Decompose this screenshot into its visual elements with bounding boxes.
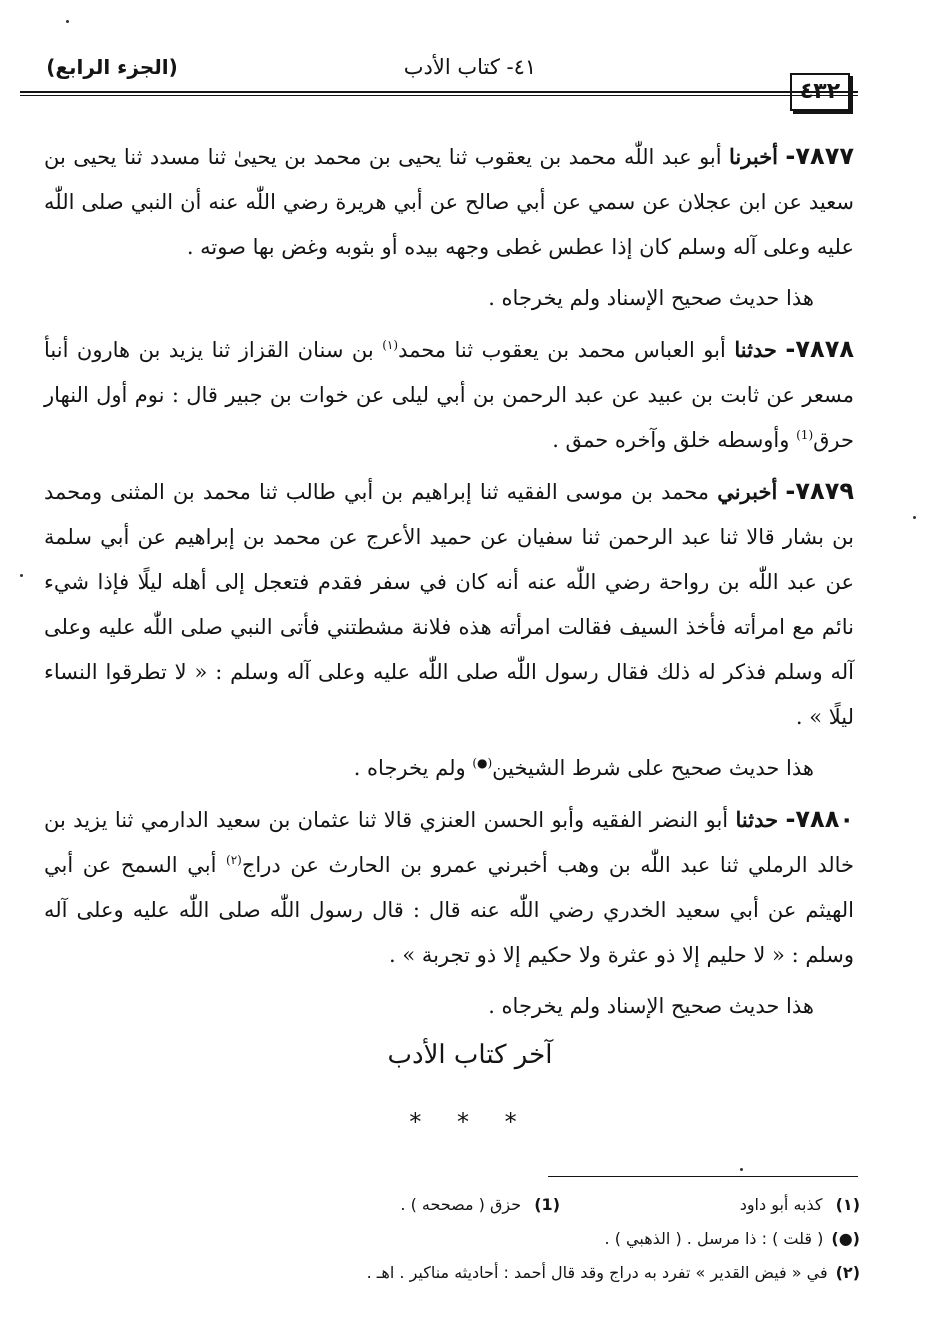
footnote-mark: (●) [831,1229,860,1248]
hadith-number: ٧٨٧٧- [785,142,854,170]
hadith-lead: أخبرني [717,479,778,504]
hadith-verdict [44,746,854,791]
header-rule-thin [20,95,858,96]
footnote-text: ( قلت ) : ذا مرسل . ( الذهبي ) . [604,1229,824,1248]
footnotes [180,1188,860,1290]
footnote-mark: (١) [835,1195,860,1214]
footnote-ref[interactable]: (١) [382,338,399,352]
verdict-text: ولم يخرجاه . [353,756,466,780]
hadith-text: أبي السمح عن أبي الهيثم عن أبي سعيد الخدري رضي اللّٰه عنه قال : قال رسول اللّٰه صلى اللّٰه عليه وعلى آله وسلم : « لا حليم إلا ذو عثرة ولا حكيم إلا ذو تجربة » . [44,853,854,967]
footnote-text: حزق ( مصححه ) . [400,1195,522,1214]
footnote-row [180,1188,860,1222]
hadith-text: أبو عبد اللّٰه محمد بن يعقوب ثنا يحيى بن محمد بن يحيىٰ ثنا مسدد ثنا يحيى بن سعيد عن ابن عجلان عن سمي عن أبي صالح عن أبي هريرة رضي اللّٰه عنه أن النبي صلى اللّٰه عليه وعلى آله وسلم كان إذا عطس غطى وجهه بيده أو بثوبه وغض بها صوته . [44,145,854,259]
end-of-book-title: آخر كتاب الأدب [387,1040,553,1070]
main-text [44,134,854,1035]
footnote-text: كذبه أبو داود [739,1195,823,1214]
header-rule [20,91,858,93]
footnote-rule [548,1176,858,1177]
scan-speck [913,516,916,519]
hadith-text: محمد بن موسى الفقيه ثنا إبراهيم بن أبي طالب ثنا محمد بن المثنى ومحمد بن بشار قالا ثنا عبد الرحمن ثنا سفيان عن حميد الأعرج عن محمد بن إبراهيم عن أبي سلمة عن عبد اللّٰه بن رواحة رضي اللّٰه عنه أنه كان في سفر فقدم فتعجل إلى أهله ليلًا فإذا شيء نائم مع امرأته فأخذ السيف فقالت امرأته هذه فلانة مشطتني فأتى النبي صلى اللّٰه عليه وعلى آله وسلم فذكر له ذلك فقال رسول اللّٰه صلى اللّٰه عليه وعلى آله وسلم : « لا تطرقوا النساء ليلًا » . [44,480,854,729]
scan-speck [740,1168,743,1171]
section-divider-stars: * * * [409,1108,531,1136]
hadith-number: ٧٨٧٨- [785,335,854,363]
scan-speck [66,20,69,23]
hadith-text: أبو النضر الفقيه وأبو الحسن العنزي قالا ثنا عثمان بن سعيد الدارمي ثنا يزيد بن خالد الرملي ثنا عبد اللّٰه بن وهب أخبرني عمرو بن الحارث عن دراج [44,808,854,877]
footnote-item [560,1188,860,1222]
hadith-number: ٧٨٨٠- [785,805,854,833]
hadith-text: وأوسطه خلق وآخره حمق . [552,428,790,452]
footnote-mark: (٢) [835,1263,860,1282]
hadith-7880 [44,797,854,978]
footnote-item [260,1188,560,1222]
hadith-lead: حدثنا [734,337,777,362]
footnote-ref[interactable]: (●) [472,756,493,770]
verdict-text: هذا حديث صحيح على شرط الشيخين [492,756,814,780]
hadith-text: أبو العباس محمد بن يعقوب ثنا محمد [398,338,726,362]
footnote-ref[interactable]: (1) [796,428,814,442]
footnote-ref[interactable]: (٢) [226,853,242,867]
scan-speck [20,574,23,577]
hadith-7879 [44,469,854,740]
hadith-7877 [44,134,854,270]
hadith-7878 [44,327,854,463]
footnote-text: في « فيض القدير » تفرد به دراج وقد قال أحمد : أحاديثه مناكير . اهـ . [366,1263,828,1282]
footnote-row [180,1256,860,1290]
footnote-row [180,1222,860,1256]
hadith-lead: حدثنا [735,807,779,832]
hadith-verdict: هذا حديث صحيح الإسناد ولم يخرجاه . [488,994,814,1018]
page-number: ٤٣٢ [790,73,850,111]
hadith-number: ٧٨٧٩- [785,477,854,505]
footnote-mark: (1) [534,1195,560,1214]
hadith-verdict: هذا حديث صحيح الإسناد ولم يخرجاه . [488,286,814,310]
chapter-title: ٤١- كتاب الأدب [403,55,537,79]
hadith-lead: أخبرنا [729,144,779,169]
hadith-text: بن سنان القزاز ثنا يزيد بن هارون أنبأ مسعر عن ثابت بن عبيد عن عبد الرحمن بن أبي ليلى عن خوات بن جبير قال : نوم أول النهار حرق [44,338,854,452]
volume-label: (الجزء الرابع) [46,55,178,79]
